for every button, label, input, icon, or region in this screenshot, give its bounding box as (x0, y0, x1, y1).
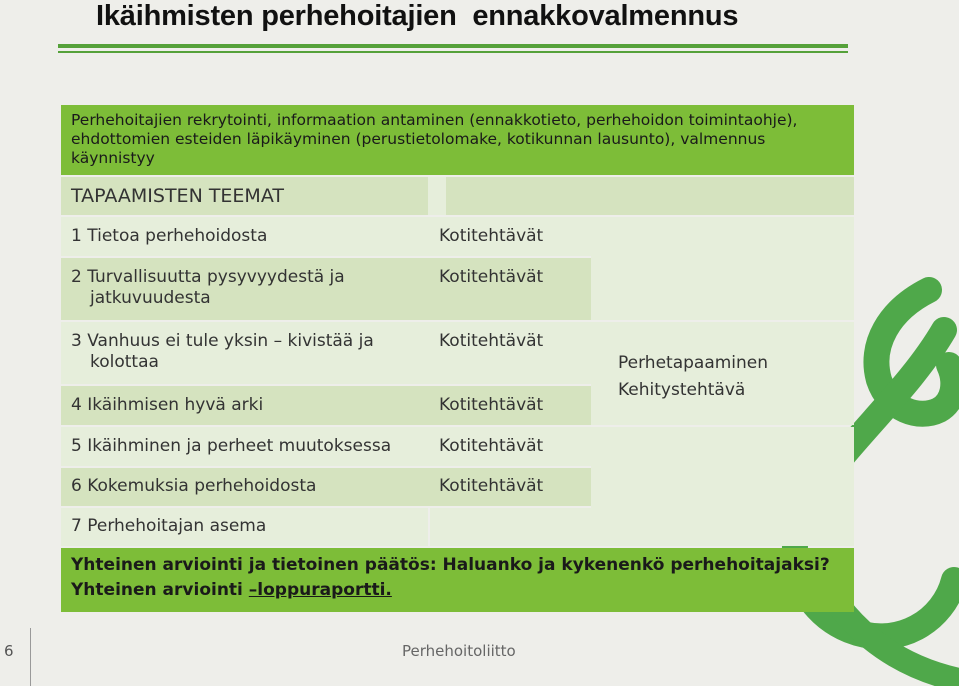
side-note (591, 322, 854, 425)
row-number: 5 (71, 436, 82, 456)
row-homework: Kotitehtävät (439, 395, 544, 415)
row-theme-line1: Turvallisuutta pysyvyydestä ja (87, 267, 345, 287)
footer-line1: Yhteinen arviointi ja tietoinen päätös: Haluanko ja kykenenkö perhehoitajaksi? (71, 555, 830, 575)
row-theme-line2: jatkuvuudesta (90, 288, 211, 308)
row-homework: Kotitehtävät (439, 331, 544, 351)
footer-line2b: –loppuraportti. (248, 580, 392, 600)
row-theme: Perhehoitajan asema (87, 516, 267, 536)
row-theme: Kokemuksia perhehoidosta (87, 476, 317, 496)
title-underline (58, 44, 848, 48)
row-homework: Kotitehtävät (439, 476, 544, 496)
side-note-line2: Kehitystehtävä (618, 380, 746, 400)
footer-line2a: Yhteinen arviointi (71, 580, 249, 600)
row-number: 6 (71, 476, 82, 496)
training-table (61, 105, 854, 612)
row-number: 1 (71, 226, 82, 246)
row-homework: Kotitehtävät (439, 436, 544, 456)
slide-title: Ikäihmisten perhehoitajien ennakkovalmennus (96, 0, 739, 32)
title-underline-thin (58, 51, 848, 53)
row-number: 3 (71, 331, 82, 351)
organization-name: Perhehoitoliitto (402, 642, 516, 660)
row-number: 2 (71, 267, 82, 287)
themes-header-row (61, 177, 854, 215)
row-number: 7 (71, 516, 82, 536)
page-number: 6 (4, 642, 14, 660)
row-number: 4 (71, 395, 82, 415)
row-homework: Kotitehtävät (439, 267, 544, 287)
footer-summary (61, 548, 854, 612)
footer-divider (30, 628, 31, 686)
row-theme: Tietoa perhehoidosta (87, 226, 268, 246)
side-cell-top (591, 217, 854, 320)
themes-header: TAPAAMISTEN TEEMAT (71, 185, 284, 207)
intro-text: Perhehoitajien rekrytointi, informaation antaminen (ennakkotieto, perhehoidon toimintaohje), ehdottomien esteiden läpikäyminen (perustietolomake, kotikunnan lausunto), valmennus käynnistyy (61, 105, 854, 175)
row-theme-line1: Vanhuus ei tule yksin – kivistää ja (87, 331, 374, 351)
row-homework: Kotitehtävät (439, 226, 544, 246)
row-theme-line2: kolottaa (90, 352, 159, 372)
side-note-line1: Perhetapaaminen (618, 353, 769, 373)
side-cell-bottom (591, 427, 854, 546)
row-theme: Ikäihminen ja perheet muutoksessa (87, 436, 392, 456)
row-theme: Ikäihmisen hyvä arki (87, 395, 264, 415)
